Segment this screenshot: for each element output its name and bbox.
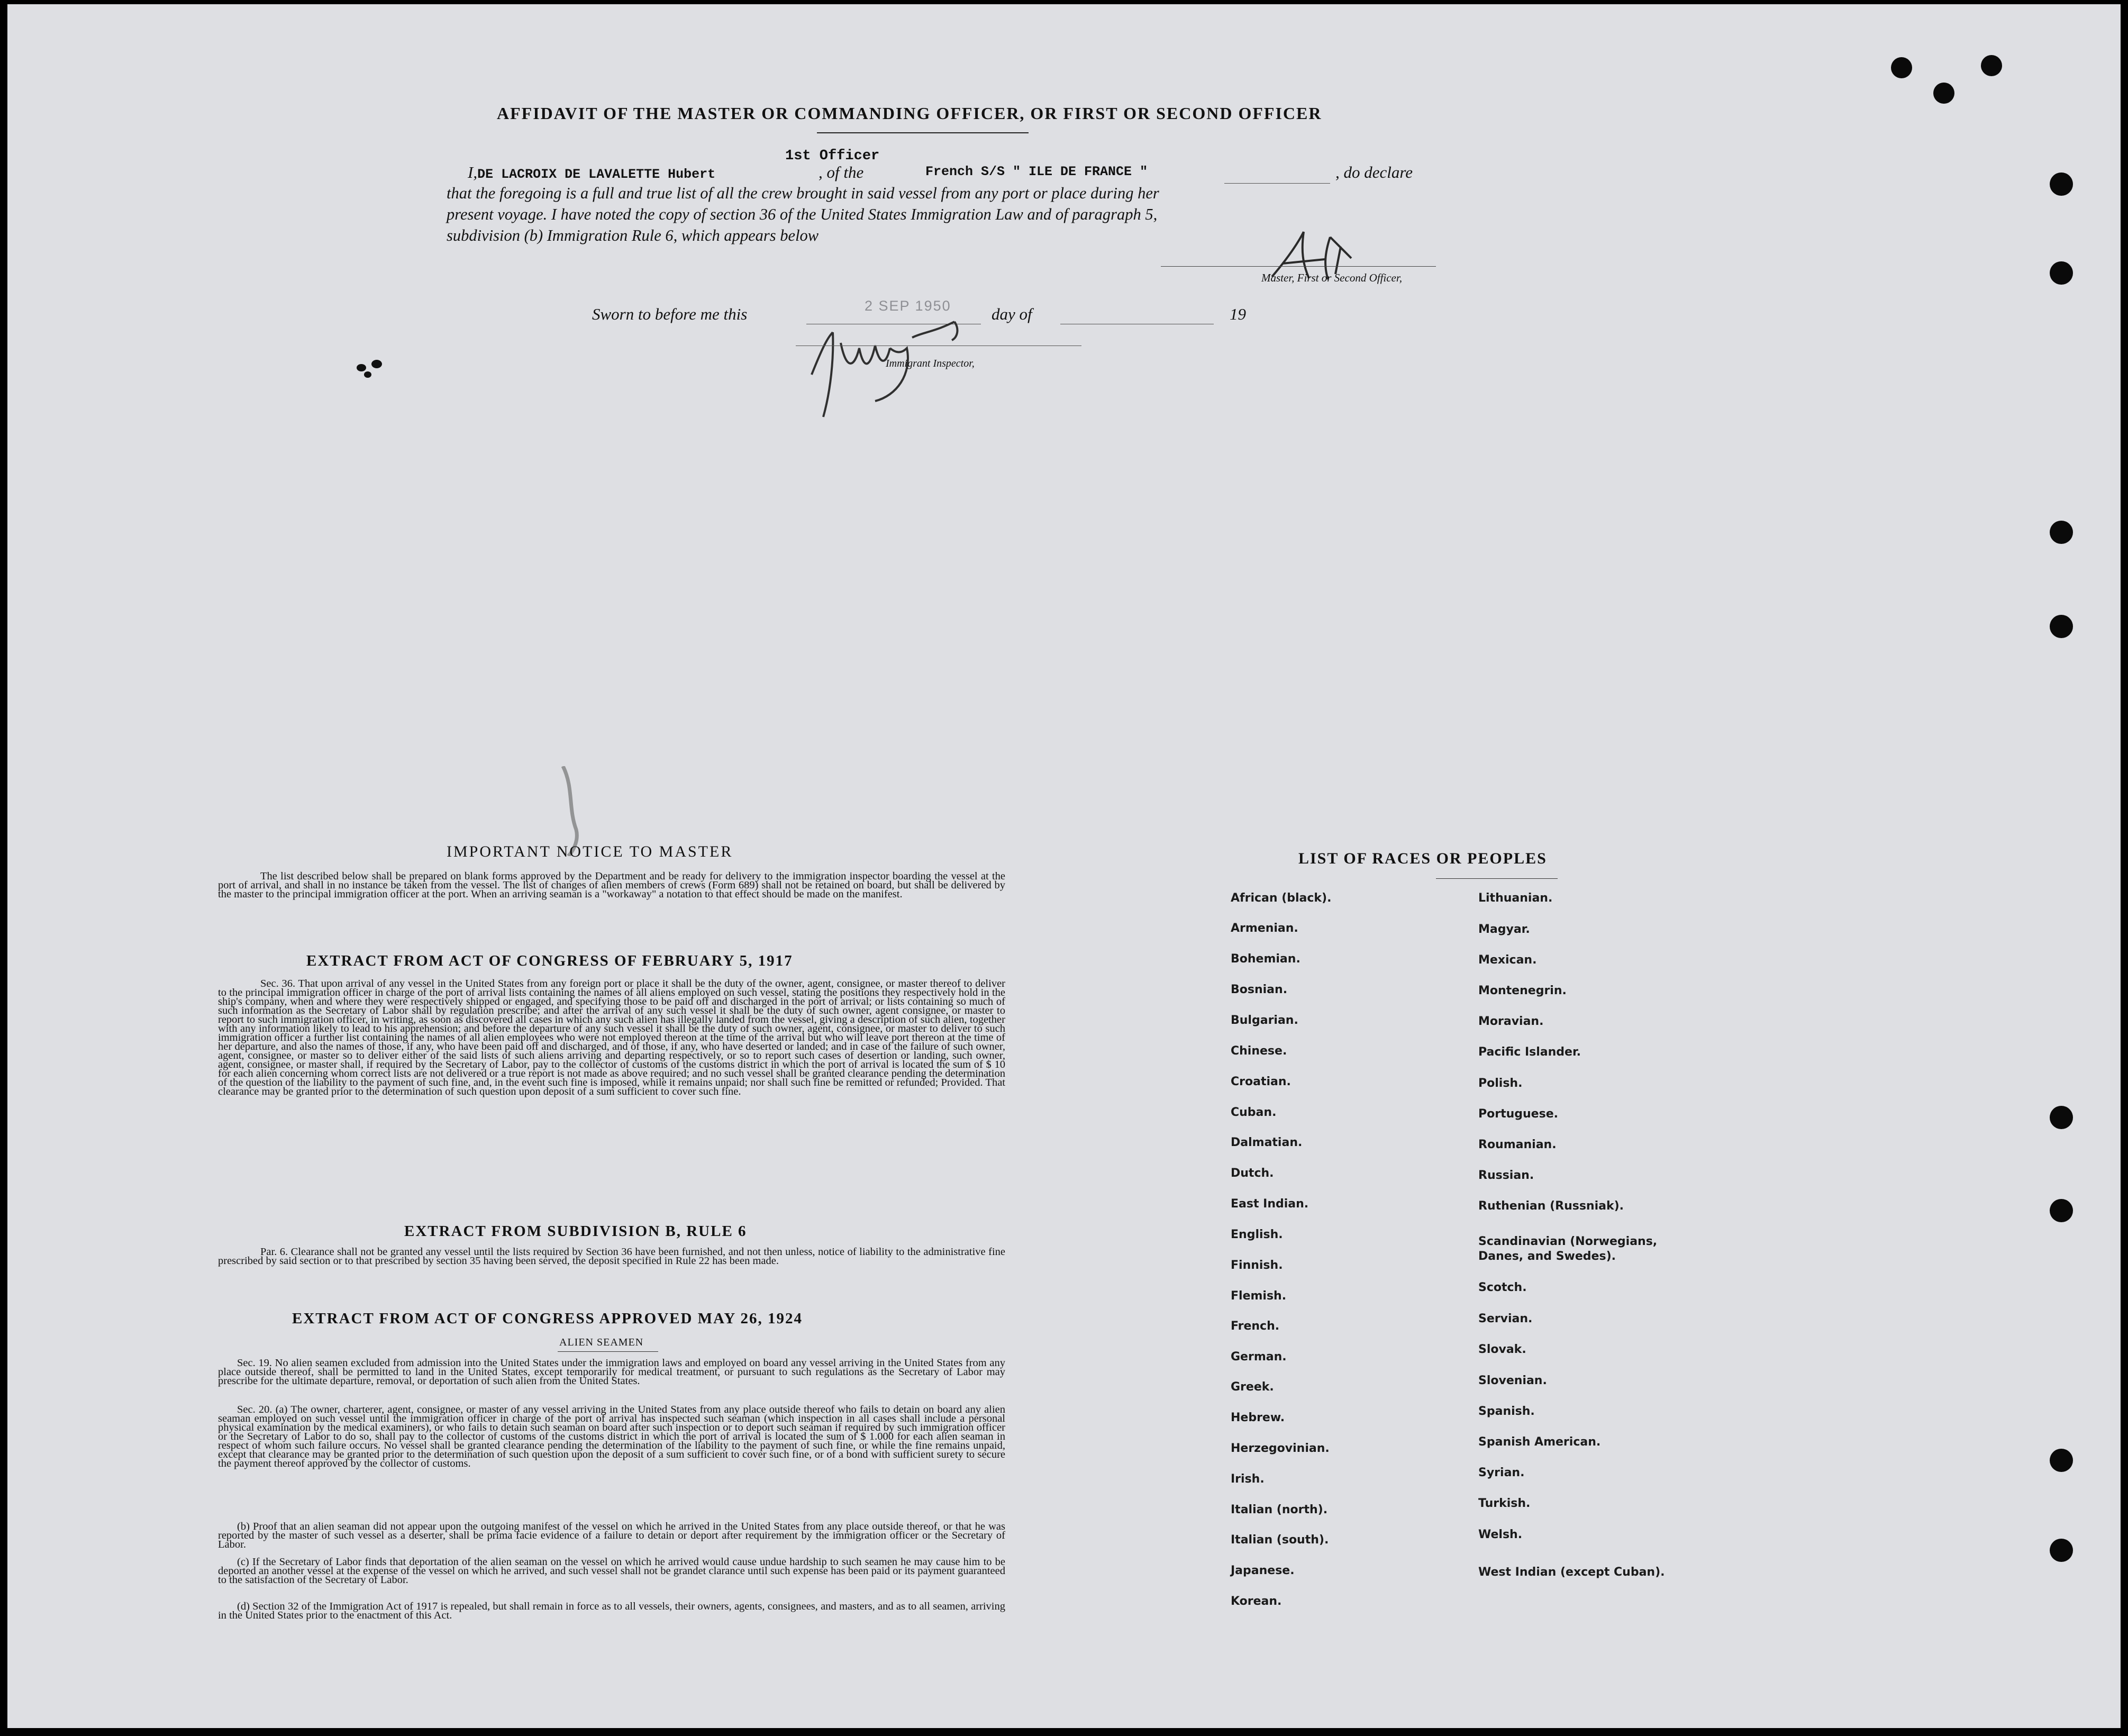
race-item: Servian.: [1478, 1312, 1533, 1325]
affidavit-title-rule: [817, 132, 1029, 133]
signature-caption: Master, First or Second Officer,: [1261, 271, 1402, 284]
race-item: Finnish.: [1231, 1259, 1283, 1272]
race-item: Korean.: [1231, 1595, 1282, 1608]
punch-hole: [2050, 1199, 2073, 1222]
notice-title: IMPORTANT NOTICE TO MASTER: [447, 843, 733, 860]
race-item: Bosnian.: [1231, 983, 1288, 996]
declaration-line-1: [468, 163, 715, 182]
punch-hole: [2050, 521, 2073, 544]
declaration-line-2: that the foregoing is a full and true list of all the crew brought in said vessel from any port or place during her: [447, 184, 1159, 202]
date-stamp: 2 SEP 1950: [865, 298, 951, 314]
race-item: Moravian.: [1478, 1015, 1544, 1028]
declaration-line-3: present voyage. I have noted the copy of section 36 of the United States Immigration Law and of paragraph 5,: [447, 205, 1158, 223]
affidavit-title: AFFIDAVIT OF THE MASTER OR COMMANDING OFFICER, OR FIRST OR SECOND OFFICER: [497, 104, 1322, 123]
punch-hole: [2050, 1449, 2073, 1472]
officer-name: DE LACROIX DE LAVALETTE Hubert: [477, 167, 716, 182]
declaration-prefix: I,: [468, 163, 478, 181]
punch-hole: [2050, 1539, 2073, 1562]
race-item: Ruthenian (Russniak).: [1478, 1199, 1624, 1213]
punch-hole: [2050, 172, 2073, 196]
race-item: Pacific Islander.: [1478, 1046, 1581, 1059]
race-item: Scotch.: [1478, 1281, 1527, 1294]
race-item: Flemish.: [1231, 1289, 1287, 1303]
race-item: Croatian.: [1231, 1075, 1291, 1088]
document-page: [7, 4, 2121, 1728]
extract-1924-subtitle: ALIEN SEAMEN: [559, 1337, 644, 1348]
punch-hole: [2050, 615, 2073, 638]
race-item: Irish.: [1231, 1473, 1265, 1486]
extract-rule6-text: Par. 6. Clearance shall not be granted any vessel until the lists required by Section 36 have been furnished, and not then unless, notice of liability to the administrative fine prescribed by said section or to that prescribed by section 35 having been served, the deposit specified in Rule 22 has been made.: [218, 1246, 1005, 1267]
race-item: Magyar.: [1478, 923, 1530, 936]
ink-spot: [371, 360, 382, 368]
extract-rule6-title: EXTRACT FROM SUBDIVISION B, RULE 6: [404, 1223, 747, 1240]
declaration-line-4: subdivision (b) Immigration Rule 6, which appears below: [447, 226, 819, 244]
inspector-caption: Immigrant Inspector,: [886, 358, 975, 369]
day-of-text: day of: [992, 305, 1032, 323]
bleed-through-text: [1743, 57, 1758, 86]
extract-1924-sec20b: (b) Proof that an alien seaman did not appear upon the outgoing manifest of the vessel on which he arrived in the United States from any place outside thereof, or that he was reported by the master of such vessel as a deserter, shall be prima facie evidence of a failure to detain or deport after requirement by the immigration officer or the Secretary of Labor.: [218, 1521, 1005, 1550]
race-item: Mexican.: [1478, 953, 1537, 967]
race-item: Scandinavian (Norwegians, Danes, and Swedes).: [1478, 1235, 1658, 1263]
race-item: Dutch.: [1231, 1167, 1274, 1180]
punch-hole: [2050, 1106, 2073, 1129]
race-item: Welsh.: [1478, 1528, 1523, 1541]
race-item: Chinese.: [1231, 1044, 1287, 1058]
race-item: Greek.: [1231, 1380, 1274, 1394]
races-title: LIST OF RACES OR PEOPLES: [1298, 850, 1547, 867]
race-item: Japanese.: [1231, 1564, 1295, 1577]
of-the-text: , of the: [819, 163, 864, 181]
extract-1924-title: EXTRACT FROM ACT OF CONGRESS APPROVED MAY 26, 1924: [292, 1310, 803, 1327]
race-item: Lithuanian.: [1478, 892, 1553, 905]
extract-1924-sec20d: (d) Section 32 of the Immigration Act of 1917 is repealed, but shall remain in force as to all vessels, their owners, agents, consignees, and masters, and as to all seamen, arriving in the United States prior to the enactment of this Act.: [218, 1601, 1005, 1621]
race-item: Syrian.: [1478, 1466, 1525, 1479]
race-item: Hebrew.: [1231, 1411, 1285, 1424]
extract-1924-sec20a: Sec. 20. (a) The owner, charterer, agent, consignee, or master of any vessel arriving in the United States from any place outside thereof who fails to detain on board any alien seaman employed on such vessel until the immigration officer in charge of the port of arrival has inspected such seaman (which inspection in all cases shall include a personal physical examination by the medical examiners), or who fails to detain such seaman on board after such inspection or to deport such seaman if required by such immigration officer or the Secretary of Labor to do so, shall pay to the collector of customs of the customs district in which the port of arrival is located the sum of $ 1.000 for each alien seaman in respect of whom such failure occurs. No vessel shall be granted clearance pending the determination of the liability to the payment of such fine, or while the fine remains unpaid, except that clearance may be granted prior to the determination of such question upon the deposit of a sum sufficient to cover such fine, or of a bond with sufficient surety to secure the payment thereof approved by the collector of customs.: [218, 1404, 1005, 1469]
vessel-underline: [1224, 183, 1330, 184]
races-title-rule: [1436, 878, 1558, 879]
sworn-text: Sworn to before me this: [592, 305, 748, 323]
punch-hole: [1891, 57, 1912, 78]
race-item: Polish.: [1478, 1077, 1523, 1090]
race-item: Armenian.: [1231, 922, 1298, 935]
punch-hole: [2050, 261, 2073, 285]
race-item: Turkish.: [1478, 1497, 1531, 1510]
notice-text: The list described below shall be prepared on blank forms approved by the Department and be ready for delivery to the immigration inspector boarding the vessel at the port of arrival, and shall in no instance be taken from the vessel. The list of changes of alien members of crews (Form 689) shall not be retained on board, but shall be delivered by the master to the principal immigration officer at the port. When an arriving seaman is a "workaway" a notation to that effect should be made on the manifest.: [218, 870, 1005, 900]
signature-rule: [1161, 266, 1436, 267]
race-item: Spanish.: [1478, 1405, 1535, 1418]
race-item: Dalmatian.: [1231, 1136, 1303, 1149]
race-item: Bulgarian.: [1231, 1014, 1298, 1027]
race-item: French.: [1231, 1320, 1280, 1333]
punch-hole: [1981, 55, 2002, 76]
vessel-name: French S/S " ILE DE FRANCE ": [925, 164, 1148, 179]
race-item: English.: [1231, 1228, 1283, 1241]
race-item: Montenegrin.: [1478, 984, 1567, 997]
race-item: Roumanian.: [1478, 1138, 1557, 1151]
race-item: East Indian.: [1231, 1197, 1309, 1211]
race-item: Herzegovinian.: [1231, 1442, 1330, 1455]
race-item: Bohemian.: [1231, 952, 1301, 966]
race-item: Cuban.: [1231, 1106, 1277, 1119]
race-item: Slovenian.: [1478, 1374, 1547, 1387]
ink-spot: [357, 364, 366, 371]
extract-1917-title: EXTRACT FROM ACT OF CONGRESS OF FEBRUARY 5, 1917: [306, 952, 793, 969]
subtitle-rule: [558, 1351, 658, 1352]
race-item: Russian.: [1478, 1169, 1534, 1182]
officer-rank: 1st Officer: [785, 148, 880, 164]
extract-1924-sec19: Sec. 19. No alien seamen excluded from admission into the United States under the immigration laws and employed on board any vessel arriving in the United States from any place outside thereof, shall be permitted to land in the United States, except temporarily for medical treatment, or pursuant to such regulations as the Secretary of Labor may prescribe for the ultimate departure, removal, or deportation of such alien from the United States.: [218, 1357, 1005, 1387]
race-item: Italian (south).: [1231, 1533, 1329, 1547]
punch-hole: [1933, 83, 1954, 104]
race-item: African (black).: [1231, 892, 1332, 905]
extract-1924-sec20c: (c) If the Secretary of Labor finds that deportation of the alien seaman on the vessel on which he arrived would cause undue hardship to such seamen he may cause him to be deported an another vessel at the expense of the vessel on which he arrived, and such vessel shall not be grandet clarance until such expense has been paid or its payment guaranteed to the satisfaction of the Secretary of Labor.: [218, 1556, 1005, 1586]
race-item: German.: [1231, 1350, 1287, 1364]
do-declare-text: , do declare: [1335, 163, 1413, 181]
race-item: Portuguese.: [1478, 1107, 1558, 1121]
race-item: Italian (north).: [1231, 1503, 1328, 1516]
race-item: West Indian (except Cuban).: [1478, 1566, 1665, 1579]
race-item: Spanish American.: [1478, 1435, 1601, 1449]
ink-spot: [364, 371, 371, 378]
extract-1917-text: Sec. 36. That upon arrival of any vessel in the United States from any foreign port or place it shall be the duty of the owner, agent, consignee, or master thereof to deliver to the principal immigration officer in charge of the port of arrival lists containing the names of all aliens employed on such vessel, stating the positions they respectively hold in the ship's company, when and where they were respectively shipped or engaged, and specifying those to be paid off and discharged in the port of arrival; or lists containing so much of such information as the Secretary of Labor shall by regulation prescribe; and after the arrival of any such vessel it shall be the duty of such owner, agent consignee, or master to report to such immigration officer, in writing, as soon as discovered all cases in which any such alien has illegally landed from the vessel, giving a description of such alien, together with any information likely to lead to his apprehension; and before the departure of any such vessel it shall be the duty of such owner, agent, consignee, or master to deliver to such immigration officer a further list containing the names of all alien employees who were not employed thereon at the time of the arrival but who will leave port thereon at the time of her departure, and also the names of those, if any, who have been paid off and discharged, and of those, if any, who have deserted or landed; and in case of the failure of such owner, agent, consignee, or master so to deliver either of the said lists of such aliens arriving and departing respectively, or so to report such cases of desertion or landing, such owner, agent, consignee, or master shall, if required by the Secretary of Labor, pay to the collector of customs of the customs district in which the port of arrival is located the sum of $ 10 for each alien concerning whom correct lists are not delivered or a true report is not made as above required; and no such vessel shall be granted clearance pending the determination of the question of the liability to the payment of such fine, and, in the event such fine is imposed, while it remains unpaid; nor shall such fine be remitted or refunded; Provided. That clearance may be granted prior to the determination of such question upon deposit of a sum sufficient to cover such fine.: [218, 978, 1005, 1097]
race-item: Slovak.: [1478, 1343, 1526, 1356]
year-prefix: 19: [1230, 305, 1246, 323]
